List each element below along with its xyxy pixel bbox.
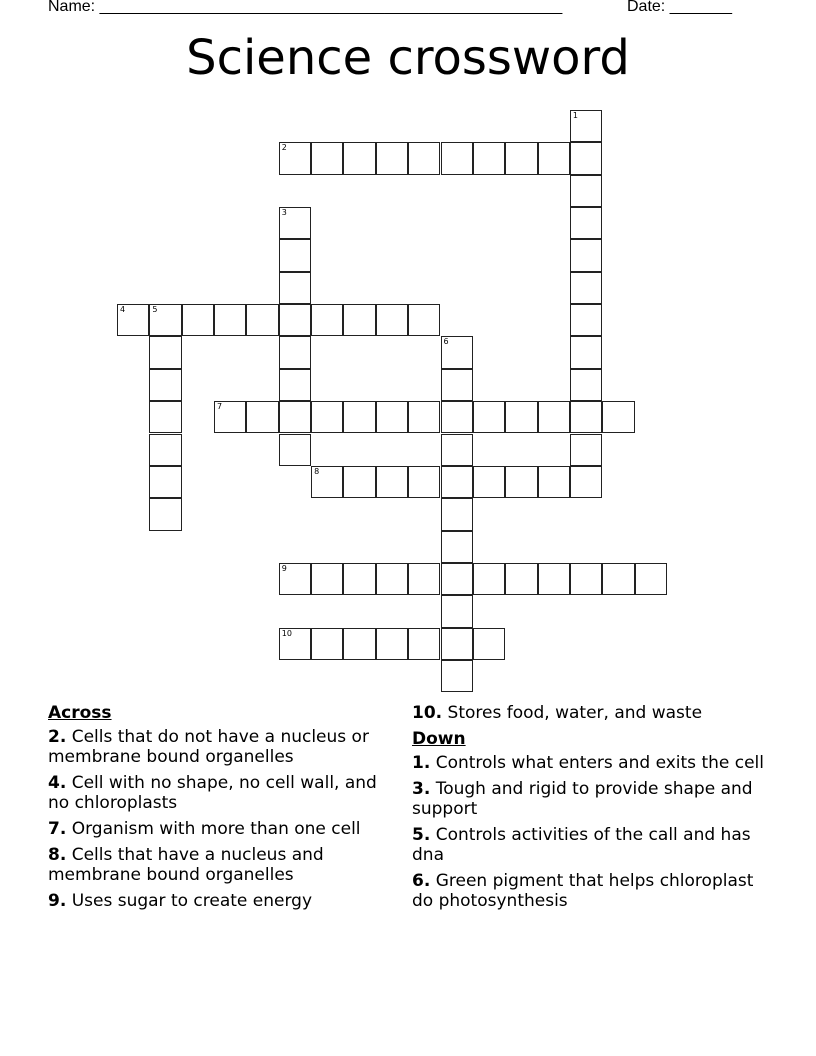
clue-number: 9. [48, 891, 67, 911]
clues-column-right [412, 703, 772, 917]
crossword-cell[interactable] [473, 563, 505, 595]
crossword-cell[interactable] [570, 401, 602, 433]
crossword-cell[interactable] [408, 466, 440, 498]
clue-down-3 [412, 779, 772, 819]
crossword-cell[interactable] [473, 401, 505, 433]
crossword-cell[interactable] [441, 434, 473, 466]
clue-number: 1. [412, 753, 431, 773]
clue-number-label: 7 [217, 402, 223, 412]
crossword-cell[interactable] [376, 142, 408, 174]
crossword-cell[interactable] [149, 434, 181, 466]
crossword-cell[interactable] [570, 142, 602, 174]
clue-number: 2. [48, 727, 67, 747]
crossword-cell[interactable] [441, 466, 473, 498]
crossword-cell[interactable] [149, 369, 181, 401]
clue-text: Organism with more than one cell [66, 819, 361, 839]
crossword-cell[interactable] [343, 628, 375, 660]
crossword-cell[interactable] [538, 401, 570, 433]
clue-number-label: 10 [281, 628, 292, 638]
crossword-cell[interactable] [570, 304, 602, 336]
name-field-label: Name: ____________________________________________________ [48, 0, 563, 15]
crossword-cell[interactable] [441, 660, 473, 692]
crossword-cell[interactable] [311, 563, 343, 595]
clue-number: 3. [412, 779, 431, 799]
crossword-cell[interactable] [473, 466, 505, 498]
crossword-cell[interactable] [570, 110, 602, 142]
clue-number-label: 9 [281, 563, 287, 573]
crossword-cell[interactable] [505, 466, 537, 498]
clue-number-label: 1 [572, 111, 578, 120]
clue-number-label: 3 [281, 208, 287, 218]
crossword-cell[interactable] [149, 401, 181, 433]
page-title: Science crossword [186, 30, 630, 86]
crossword-cell[interactable] [279, 336, 311, 368]
clue-number-label: 5 [152, 305, 158, 315]
clue-across-8 [48, 845, 393, 885]
crossword-cell[interactable] [311, 628, 343, 660]
crossword-cell[interactable] [311, 401, 343, 433]
date-field-label: Date: _______ [627, 0, 732, 15]
crossword-cell[interactable] [311, 304, 343, 336]
clue-text: Cells that have a nucleus and membrane bound organelles [48, 845, 324, 885]
crossword-cell[interactable] [149, 336, 181, 368]
crossword-cell[interactable] [279, 272, 311, 304]
crossword-cell[interactable] [149, 498, 181, 530]
crossword-cell[interactable] [538, 563, 570, 595]
crossword-cell[interactable] [602, 401, 634, 433]
crossword-cell[interactable] [441, 628, 473, 660]
crossword-cell[interactable] [441, 142, 473, 174]
clue-number: 4. [48, 773, 67, 793]
clue-text: Uses sugar to create energy [66, 891, 313, 911]
crossword-cell[interactable] [538, 142, 570, 174]
crossword-cell[interactable] [602, 563, 634, 595]
across-heading: Across [48, 703, 112, 723]
crossword-cell[interactable] [570, 563, 602, 595]
clue-number: 6. [412, 871, 431, 891]
crossword-cell[interactable] [343, 142, 375, 174]
clue-down-1 [412, 753, 772, 773]
crossword-cell[interactable] [441, 401, 473, 433]
crossword-cell[interactable] [408, 401, 440, 433]
clue-number-label: 4 [120, 305, 126, 315]
crossword-cell[interactable] [279, 142, 311, 174]
clue-number-label: 6 [443, 337, 449, 347]
crossword-cell[interactable] [570, 207, 602, 239]
clue-number-label: 2 [281, 143, 287, 153]
crossword-cell[interactable] [408, 628, 440, 660]
crossword-cell[interactable] [408, 142, 440, 174]
clue-number: 8. [48, 845, 67, 865]
crossword-cell[interactable] [343, 401, 375, 433]
crossword-cell[interactable] [635, 563, 667, 595]
crossword-cell[interactable] [376, 466, 408, 498]
clue-text: Controls activities of the call and has dna [412, 825, 751, 865]
crossword-cell[interactable] [505, 401, 537, 433]
clue-number-label: 8 [314, 466, 320, 476]
clue-down-6 [412, 871, 772, 911]
crossword-cell[interactable] [570, 466, 602, 498]
crossword-cell[interactable] [279, 207, 311, 239]
crossword-cell[interactable] [376, 563, 408, 595]
crossword-cell[interactable] [311, 466, 343, 498]
crossword-cell[interactable] [376, 628, 408, 660]
crossword-cell[interactable] [538, 466, 570, 498]
crossword-cell[interactable] [149, 466, 181, 498]
crossword-cell[interactable] [505, 563, 537, 595]
crossword-cell[interactable] [376, 401, 408, 433]
crossword-cell[interactable] [279, 434, 311, 466]
crossword-cell[interactable] [343, 563, 375, 595]
crossword-cell[interactable] [570, 175, 602, 207]
clue-text: Controls what enters and exits the cell [430, 753, 764, 773]
clue-across-7 [48, 819, 393, 839]
crossword-cell[interactable] [279, 239, 311, 271]
crossword-cell[interactable] [570, 434, 602, 466]
crossword-cell[interactable] [473, 142, 505, 174]
crossword-cell[interactable] [214, 401, 246, 433]
clue-across-2 [48, 727, 393, 767]
crossword-cell[interactable] [441, 369, 473, 401]
clue-number: 7. [48, 819, 67, 839]
crossword-cell[interactable] [441, 498, 473, 530]
clue-number: 5. [412, 825, 431, 845]
crossword-cell[interactable] [311, 142, 343, 174]
clue-across-10 [412, 703, 772, 723]
clue-number: 10. [412, 703, 443, 723]
crossword-cell[interactable] [182, 304, 214, 336]
crossword-cell[interactable] [441, 563, 473, 595]
crossword-cell[interactable] [214, 304, 246, 336]
clue-text: Cells that do not have a nucleus or membrane bound organelles [48, 727, 369, 767]
crossword-cell[interactable] [279, 369, 311, 401]
crossword-cell[interactable] [279, 304, 311, 336]
crossword-cell[interactable] [408, 563, 440, 595]
clues-column-left [48, 703, 393, 917]
crossword-cell[interactable] [570, 239, 602, 271]
crossword-cell[interactable] [343, 466, 375, 498]
crossword-cell[interactable] [570, 369, 602, 401]
crossword-cell[interactable] [149, 304, 181, 336]
down-heading: Down [412, 729, 466, 749]
crossword-cell[interactable] [117, 304, 149, 336]
crossword-cell[interactable] [279, 563, 311, 595]
crossword-cell[interactable] [376, 304, 408, 336]
clue-across-4 [48, 773, 393, 813]
clue-text: Tough and rigid to provide shape and support [412, 779, 753, 819]
crossword-cell[interactable] [505, 142, 537, 174]
clue-text: Stores food, water, and waste [442, 703, 703, 723]
crossword-cell[interactable] [441, 531, 473, 563]
crossword-cell[interactable] [246, 304, 278, 336]
crossword-cell[interactable] [473, 628, 505, 660]
crossword-cell[interactable] [246, 401, 278, 433]
crossword-cell[interactable] [441, 595, 473, 627]
clue-text: Cell with no shape, no cell wall, and no chloroplasts [48, 773, 377, 813]
crossword-cell[interactable] [279, 628, 311, 660]
clue-down-5 [412, 825, 772, 865]
clue-text: Green pigment that helps chloroplast do photosynthesis [412, 871, 754, 911]
crossword-cell[interactable] [343, 304, 375, 336]
crossword-cell[interactable] [279, 401, 311, 433]
clue-across-9 [48, 891, 393, 911]
crossword-cell[interactable] [570, 272, 602, 304]
crossword-cell[interactable] [570, 336, 602, 368]
crossword-cell[interactable] [408, 304, 440, 336]
crossword-cell[interactable] [441, 336, 473, 368]
